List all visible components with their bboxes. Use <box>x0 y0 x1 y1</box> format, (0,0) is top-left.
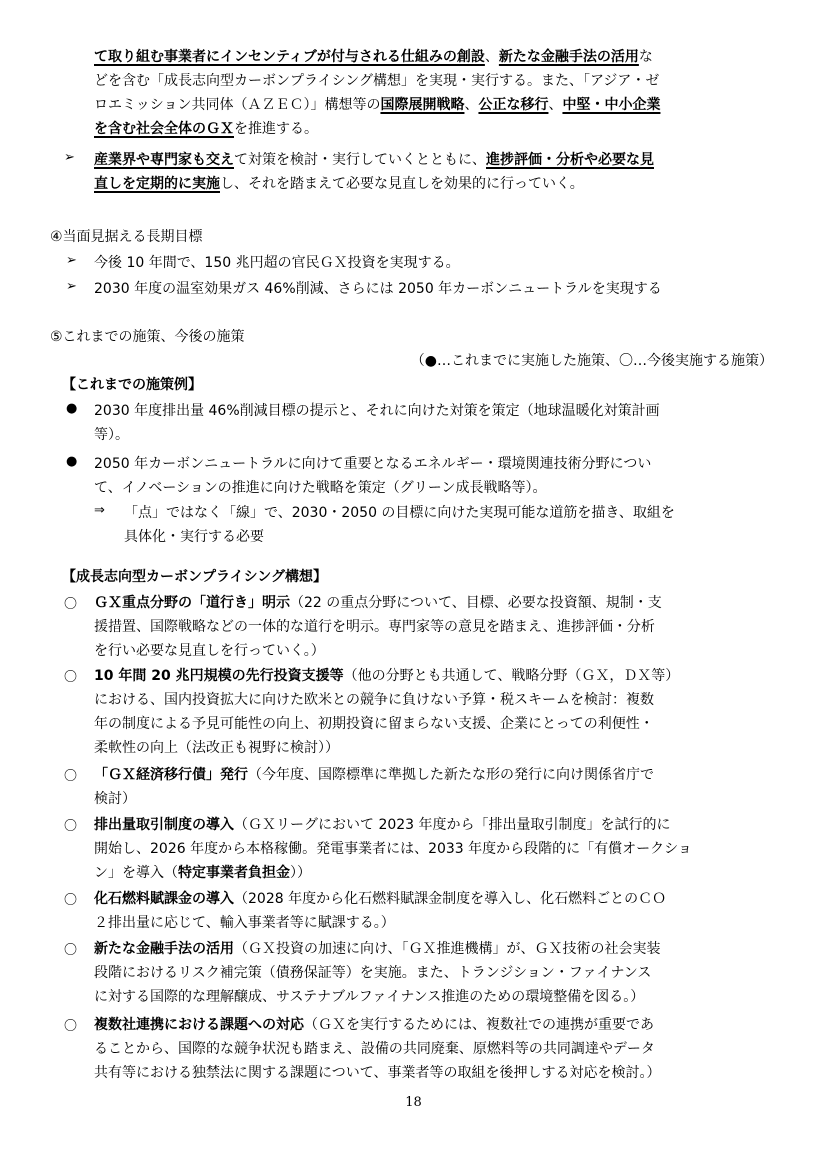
item-text: 開始し、2026 年度から本格稼働。発電事業者には、2033 年度から段階的に「有償オークショ <box>94 841 692 857</box>
item-text: （今年度、国際標準に準拠した新たな形の発行に向け関係省庁で <box>248 767 654 783</box>
item-text: 柔軟性の向上（法改正も視野に検討）） <box>94 740 339 756</box>
bullet-arrow-icon: ➢ <box>64 150 75 165</box>
list-item <box>94 452 784 500</box>
intro-emph: 中堅・中小企業 <box>562 97 661 113</box>
item-text: 年の制度による予見可能性の向上、初期投資に留まらない支援、企業にとっての利便性・ <box>94 716 654 732</box>
open-circle-icon: 〇 <box>64 819 78 834</box>
item-text: （ＧＸを実行するためには、複数社での連携が重要であ <box>304 1017 654 1033</box>
item-text: ）） <box>290 865 311 881</box>
list-item-text: 等）。 <box>94 427 129 443</box>
item-title: 排出量取引制度の導入 <box>94 817 234 833</box>
subsection-title: 【これまでの施策例】 <box>62 377 202 393</box>
item-title: ＧＸ重点分野の「道行き」明示 <box>94 595 290 611</box>
bullet-text: て対策を検討・実行していくとともに、 <box>234 152 486 168</box>
intro-text: どを含む「成長志向型カーボンプライシング構想」を実現・実行する。また、「アジア・ゼ <box>94 73 660 89</box>
intro-emph: を含む社会全体のＧＸ <box>94 121 234 137</box>
item-text: （他の分野とも共通して、戦略分野（ＧＸ，ＤＸ等） <box>343 668 680 684</box>
section-heading: ⑤これまでの施策、今後の施策 <box>50 329 245 345</box>
subsection-title: 【成長志向型カーボンプライシング構想】 <box>62 569 327 585</box>
item-text: ン」を導入（ <box>94 865 178 881</box>
item-text: に対する国際的な理解醸成、サステナブルファイナンス推進のための環境整備を図る。） <box>94 989 645 1005</box>
bullet-paragraph <box>94 148 784 196</box>
list-item <box>94 763 784 811</box>
intro-text: な <box>638 49 653 65</box>
item-text: （22 の重点分野について、目標、必要な投資額、規制・支 <box>290 595 662 611</box>
list-item: 2030 年度の温室効果ガス 46%削減、さらには 2050 年カーボンニュートラルを実現する <box>94 281 662 297</box>
item-title: 「ＧＸ経済移行債」発行 <box>94 767 248 783</box>
intro-text: 、 <box>484 49 499 65</box>
open-circle-icon: 〇 <box>64 943 78 958</box>
page-number: 18 <box>405 1095 422 1110</box>
list-item <box>94 937 784 1009</box>
intro-emph: て取り組む事業者にインセンティブが付与される仕組みの創設 <box>94 49 485 65</box>
bullet-arrow-icon: ➢ <box>66 253 77 268</box>
open-circle-icon: 〇 <box>64 1019 78 1034</box>
open-circle-icon: 〇 <box>64 597 78 612</box>
item-title: 化石燃料賦課金の導入 <box>94 891 234 907</box>
implies-arrow-icon: ⇒ <box>94 503 105 518</box>
item-emph: 特定事業者負担金 <box>178 865 290 881</box>
legend-note: （●…これまでに実施した施策、〇…今後実施する施策） <box>410 353 773 369</box>
item-title: 新たな金融手法の活用 <box>94 941 234 957</box>
list-item-text: て、イノベーションの推進に向けた戦略を策定（グリーン成長戦略等）。 <box>94 480 547 496</box>
intro-text: を推進する。 <box>234 121 318 137</box>
list-item <box>94 664 784 760</box>
list-item <box>94 399 784 447</box>
bullet-arrow-icon: ➢ <box>66 279 77 294</box>
item-text: 共有等における独禁法に関する課題について、事業者等の取組を後押しする対応を検討。） <box>94 1065 661 1081</box>
item-text: ることから、国際的な競争状況も踏まえ、設備の共同廃棄、原燃料等の共同調達やデータ <box>94 1041 655 1057</box>
list-item <box>94 591 784 663</box>
item-text: （2028 年度から化石燃料賦課金制度を導入し、化石燃料ごとのＣＯ <box>234 891 667 907</box>
intro-text: 、 <box>464 97 479 113</box>
intro-emph: 公正な移行 <box>478 97 549 113</box>
list-item <box>94 1013 784 1085</box>
item-text: 援措置、国際戦略などの一体的な道行を明示。専門家等の意見を踏まえ、進捗評価・分析 <box>94 619 655 635</box>
list-item <box>94 813 784 885</box>
arrow-note-text: 「点」ではなく「線」で、2030・2050 の目標に向けた実現可能な道筋を描き、取組を <box>124 505 675 521</box>
item-title: 複数社連携における課題への対応 <box>94 1017 304 1033</box>
item-text: ２排出量に応じて、輸入事業者等に賦課する。） <box>94 915 395 931</box>
intro-emph: 新たな金融手法の活用 <box>498 49 639 65</box>
list-item-text: 2030 年度排出量 46%削減目標の提示と、それに向けた対策を策定（地球温暖化対策計画 <box>94 403 660 419</box>
intro-text: 、 <box>548 97 563 113</box>
list-item <box>94 887 784 935</box>
filled-circle-icon: ● <box>66 454 78 469</box>
list-item-text: 2050 年カーボンニュートラルに向けて重要となるエネルギー・環境関連技術分野につい <box>94 456 652 472</box>
arrow-note <box>124 501 784 549</box>
item-title: 10 年間 20 兆円規模の先行投資支援等 <box>94 668 344 684</box>
item-text: 検討） <box>94 791 136 807</box>
item-text: を行い必要な見直しを行っていく。） <box>94 643 325 659</box>
open-circle-icon: 〇 <box>64 893 78 908</box>
item-text: における、国内投資拡大に向けた欧米との競争に負けない予算・税スキームを検討：複数 <box>94 692 654 708</box>
arrow-note-text: 具体化・実行する必要 <box>124 529 264 545</box>
section-heading: ④当面見据える長期目標 <box>50 229 203 245</box>
bullet-emph: 直しを定期的に実施 <box>94 176 220 192</box>
bullet-text: し、それを踏まえて必要な見直しを効果的に行っていく。 <box>220 176 584 192</box>
list-item: 今後 10 年間で、150 兆円超の官民ＧＸ投資を実現する。 <box>94 255 460 271</box>
bullet-emph: 進捗評価・分析や必要な見 <box>486 152 654 168</box>
bullet-emph: 産業界や専門家も交え <box>94 152 234 168</box>
open-circle-icon: 〇 <box>64 670 78 685</box>
open-circle-icon: 〇 <box>64 769 78 784</box>
item-text: （ＧＸ投資の加速に向け、「ＧＸ推進機構」が、ＧＸ技術の社会実装 <box>234 941 661 957</box>
filled-circle-icon: ● <box>66 401 78 416</box>
intro-emph: 国際展開戦略 <box>380 97 465 113</box>
intro-text: ロエミッション共同体（ＡＺＥＣ）」構想等の <box>94 97 381 113</box>
intro-paragraph <box>94 45 784 141</box>
item-text: 段階におけるリスク補完策（債務保証等）を実施。また、トランジション・ファイナンス <box>94 965 652 981</box>
item-text: （ＧＸリーグにおいて 2023 年度から「排出量取引制度」を試行的に <box>234 817 671 833</box>
